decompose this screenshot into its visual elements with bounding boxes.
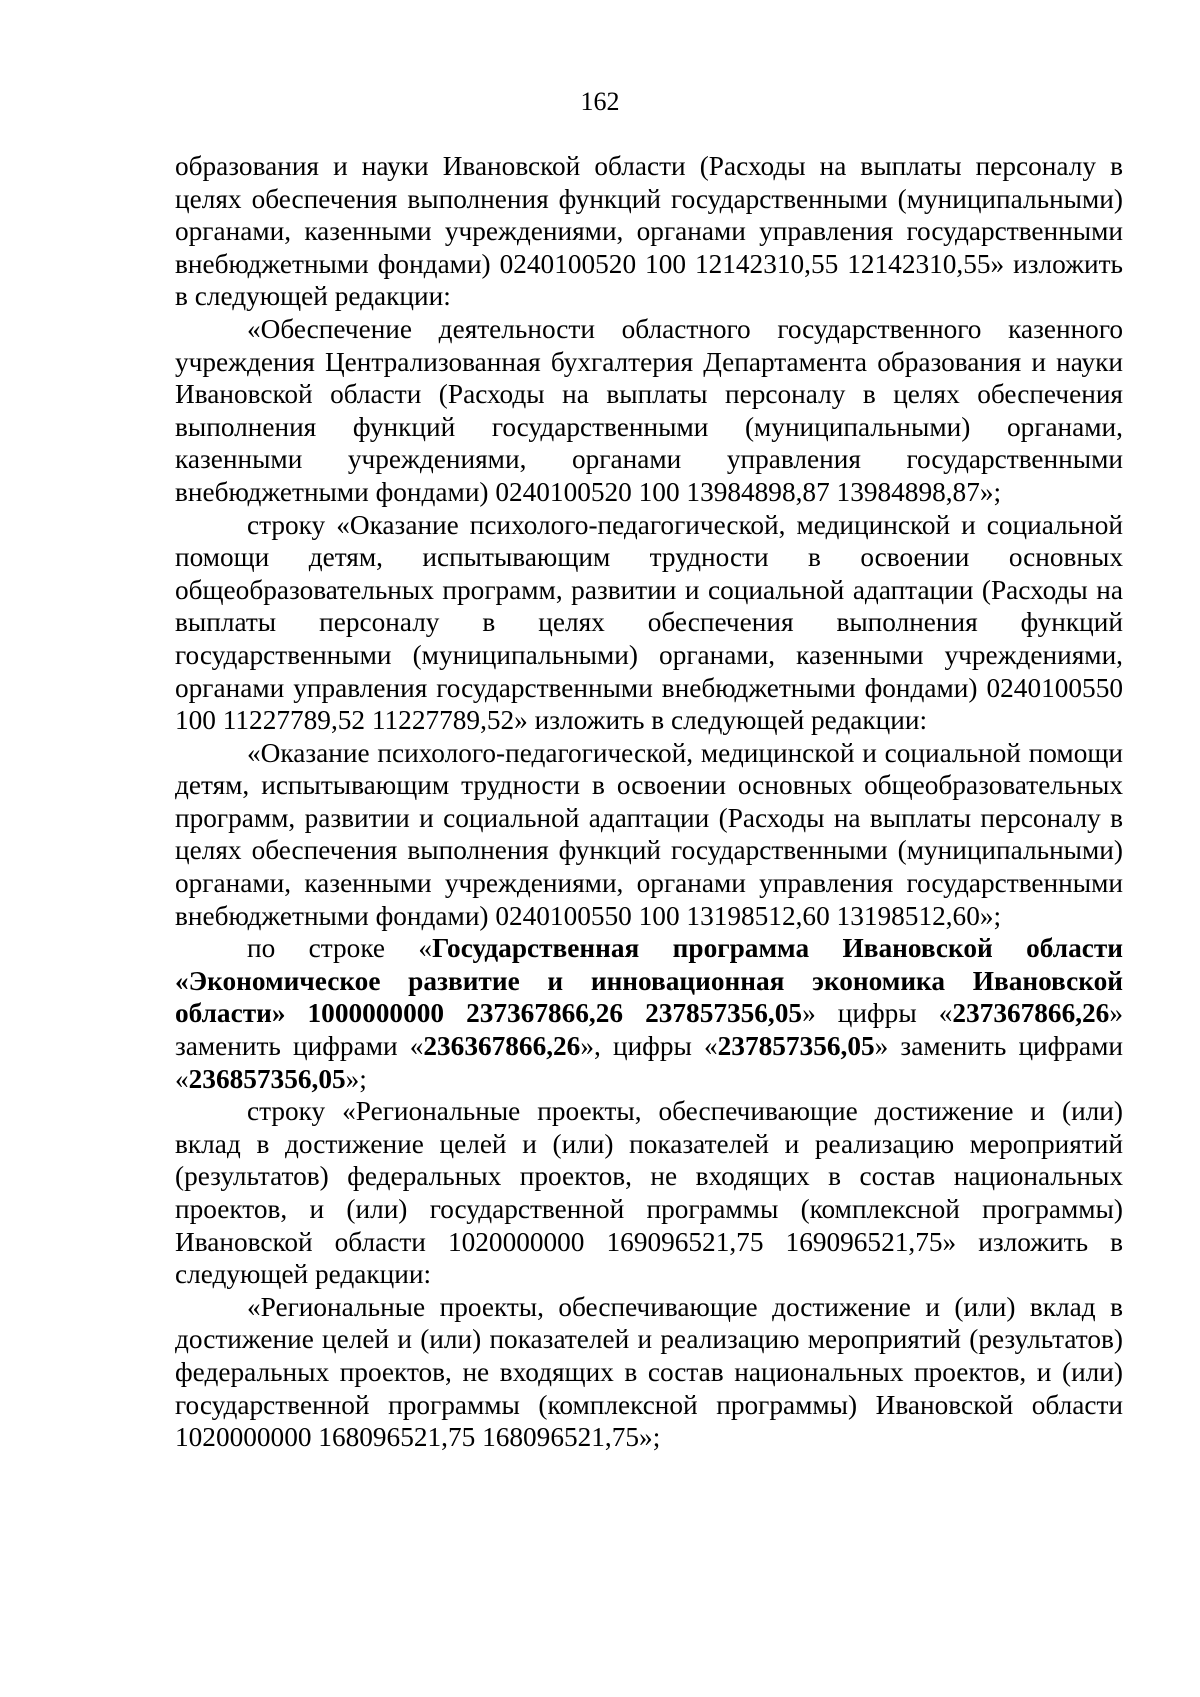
bold-figure: 237857356,05 [717, 1031, 875, 1062]
text-segment: »; [345, 1063, 367, 1094]
text-segment: » цифры « [802, 998, 953, 1029]
paragraph-line-psychological-help: строку «Оказание психолого-педагогической, медицинской и социальной помощи детям, испытывающим трудности в освоении основных общеобразовательных программ, развитии и социальной адаптации (Расходы на выплаты персоналу в целях обеспечения выполнения функций государственными (муниципальными) органами, казенными учреждениями, органами управления государственными внебюджетными фондами) 0240100550 100 11227789,52 11227789,52» изложить в следующей редакции: [175, 509, 1123, 736]
paragraph-continuation: образования и науки Ивановской области (Расходы на выплаты персоналу в целях обеспечения выполнения функций государственными (муниципальными) органами, казенными учреждениями, органами управления государственными внебюджетными фондами) 0240100520 100 12142310,55 12142310,55» изложить в следующей редакции: [175, 151, 1123, 312]
paragraph-economic-program [175, 932, 1123, 1095]
paragraph-line-regional-projects: строку «Региональные проекты, обеспечивающие достижение и (или) вклад в достижение целей и (или) показателей и реализацию мероприятий (результатов) федеральных проектов, не входящих в состав национальных проектов, и (или) государственной программы (комплексной программы) Ивановской области 1020000000 169096521,75 169096521,75» изложить в следующей редакции: [175, 1096, 1123, 1290]
text-segment: » заменить цифрами « [175, 998, 1123, 1062]
bold-figure: 236857356,05 [188, 1063, 346, 1094]
paragraph-new-edition-accounting: «Обеспечение деятельности областного государственного казенного учреждения Централизованная бухгалтерия Департамента образования и науки Ивановской области (Расходы на выплаты персоналу в целях обеспечения выполнения функций государственными (муниципальными) органами, казенными учреждениями, органами управления государственными внебюджетными фондами) 0240100520 100 13984898,87 13984898,87»; [175, 313, 1123, 507]
text-segment: по строке « [247, 933, 433, 964]
bold-figure: 236367866,26 [423, 1031, 581, 1062]
bold-program-title: Государственная программа Ивановской области «Экономическое развитие и инновационная экономика Ивановской области» 1000000000 237367866,26 237857356,05 [175, 933, 1123, 1029]
text-segment: », цифры « [580, 1031, 718, 1062]
text-segment: » заменить цифрами « [175, 1031, 1123, 1094]
paragraph-new-edition-regional-projects: «Региональные проекты, обеспечивающие достижение и (или) вклад в достижение целей и (или) показателей и реализацию мероприятий (результатов) федеральных проектов, не входящих в состав национальных проектов, и (или) государственной программы (комплексной программы) Ивановской области 1020000000 168096521,75 168096521,75»; [175, 1291, 1123, 1453]
paragraph-new-edition-psychological-help: «Оказание психолого-педагогической, медицинской и социальной помощи детям, испытывающим трудности в освоении основных общеобразовательных программ, развитии и социальной адаптации (Расходы на выплаты персоналу в целях обеспечения выполнения функций государственными (муниципальными) органами, казенными учреждениями, органами управления государственными внебюджетными фондами) 0240100550 100 13198512,60 13198512,60»; [175, 737, 1123, 931]
bold-figure: 237367866,26 [952, 998, 1110, 1029]
page-number: 162 [580, 87, 620, 116]
document-body [175, 150, 1123, 1454]
